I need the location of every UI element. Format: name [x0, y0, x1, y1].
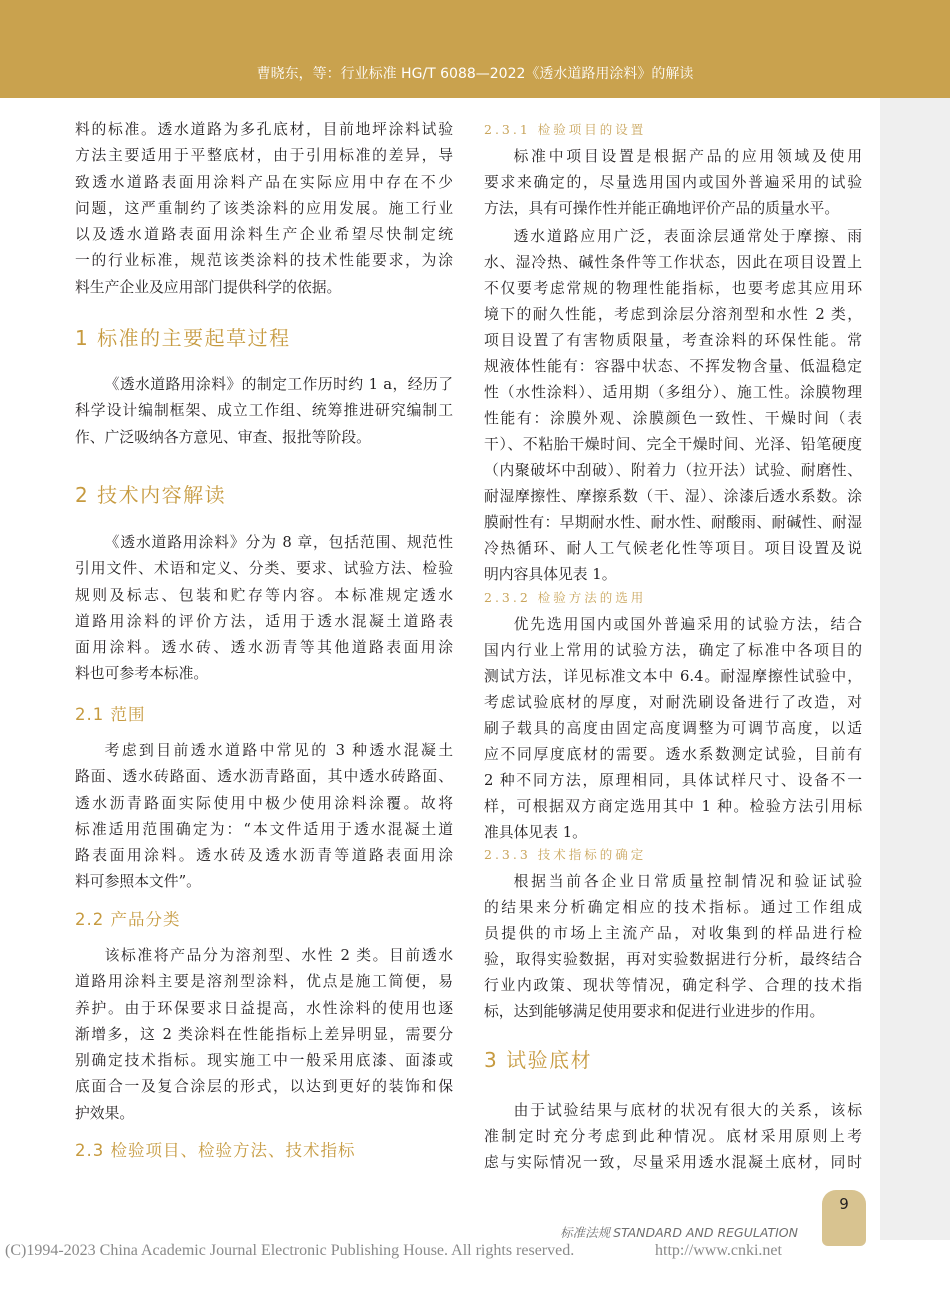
- text-line: 标，达到能够满足使用要求和促进行业进步的作用。: [484, 1003, 825, 1020]
- text-line: 行业内政策、现状等情况，确定科学、合理的技术指: [484, 977, 862, 994]
- text-line: 透水沥青路面实际使用中极少使用涂料涂覆。故将: [75, 794, 453, 812]
- text-line: 准制定时充分考虑到此种情况。底材采用原则上考: [484, 1128, 862, 1145]
- text-line: 验，取得实验数据，再对实验数据进行分析，最终结合: [484, 951, 862, 968]
- text-line: 底面合一及复合涂层的形式，以达到更好的装饰和保: [75, 1078, 453, 1096]
- text-line: 2 种不同方法，原理相同，具体试样尺寸、设备不一: [484, 772, 862, 789]
- text-line: 《透水道路用涂料》的制定工作历时约 1 a，经历了: [104, 376, 453, 393]
- text-line: 性（水性涂料）、适用期（多组分）、施工性。涂膜物理: [484, 384, 862, 401]
- text-line: 别确定技术指标。现实施工中一般采用底漆、面漆或: [75, 1052, 453, 1070]
- subsection-2-3-heading: 2.3 检验项目、检验方法、技术指标: [75, 1141, 356, 1160]
- text-line: 不仅要考虑常规的物理性能指标，也要考虑其应用环: [484, 280, 862, 297]
- margin-strip: [880, 98, 950, 1240]
- text-line: 养护。由于环保要求日益提高，水性涂料的使用也逐: [75, 999, 453, 1017]
- subsubsection-2-3-3-paragraph: [484, 869, 862, 1025]
- text-line: 虑与实际情况一致，尽量采用透水混凝土底材，同时: [484, 1154, 862, 1171]
- text-line: 以及透水道路表面用涂料生产企业希望尽快制定统: [75, 226, 453, 244]
- section-2-paragraph: [75, 530, 453, 688]
- text-line: 路表面用涂料。透水砖及透水沥青等道路表面用涂: [75, 847, 453, 865]
- text-line: 由于试验结果与底材的状况有很大的关系，该标: [513, 1102, 862, 1119]
- text-line: 透水道路应用广泛，表面涂层通常处于摩擦、雨: [513, 228, 862, 245]
- text-line: 性能有：涂膜外观、涂膜颜色一致性、干燥时间（表: [484, 410, 862, 427]
- text-line: 应不同厚度底材的需要。透水系数测定试验，目前有: [484, 746, 862, 763]
- text-line: 科学设计编制框架、成立工作组、统筹推进研究编制工: [75, 402, 453, 420]
- subsubsection-2-3-1-paragraph-1: [484, 144, 862, 222]
- text-line: 标准适用范围确定为：“本文件适用于透水混凝土道: [75, 820, 453, 838]
- text-line: 料也可参考本标准。: [75, 665, 209, 683]
- section-label-zh: 标准法规: [560, 1225, 611, 1240]
- text-line: 员提供的市场上主流产品，对收集到的样品进行检: [484, 925, 862, 942]
- text-line: 项目设置了有害物质限量，考查涂料的环保性能。常: [484, 332, 862, 349]
- text-line: 料的标准。透水道路为多孔底材，目前地坪涂料试验: [75, 121, 453, 138]
- section-label-en: STANDARD AND REGULATION: [613, 1225, 798, 1240]
- page-number-tab: [822, 1190, 866, 1246]
- text-line: 面用涂料。透水砖、透水沥青等其他道路表面用涂: [75, 639, 453, 657]
- section-3-heading: 3 试验底材: [484, 1048, 593, 1072]
- text-line: 膜耐性有：早期耐水性、耐水性、耐酸雨、耐碱性、耐湿: [484, 514, 862, 531]
- text-line: （内聚破坏中刮破）、附着力（拉开法）试验、耐磨性、: [484, 462, 862, 479]
- text-line: 方法，具有可操作性并能正确地评价产品的质量水平。: [484, 200, 840, 217]
- page-number: 9: [839, 1195, 849, 1213]
- text-line: 国内行业上常用的试验方法，确定了标准中各项目的: [484, 642, 862, 659]
- text-line: 道路用涂料的评价方法，适用于透水混凝土道路表: [75, 612, 453, 630]
- subsubsection-2-3-3-heading: 2.3.3 技术指标的确定: [484, 847, 647, 862]
- text-line: 耐湿摩擦性、摩擦系数（干、湿）、涂漆后透水系数。涂: [484, 488, 862, 505]
- subsection-2-2-heading: 2.2 产品分类: [75, 910, 181, 929]
- text-line: 引用文件、术语和定义、分类、要求、试验方法、检验: [75, 560, 453, 578]
- text-line: 干）、不粘胎干燥时间、完全干燥时间、光泽、铅笔硬度: [484, 436, 862, 453]
- section-3-paragraph: [484, 1098, 862, 1176]
- text-line: 水、湿冷热、碱性条件等工作状态，因此在项目设置上: [484, 254, 862, 271]
- cnki-url: http://www.cnki.net: [655, 1242, 782, 1259]
- text-line: 测试方法，详见标准文本中 6.4。耐湿摩擦性试验中，: [484, 668, 862, 685]
- text-line: 明内容具体见表 1。: [484, 566, 617, 583]
- text-line: 考虑到目前透水道路中常见的 3 种透水混凝土: [104, 742, 453, 759]
- text-line: 根据当前各企业日常质量控制情况和验证试验: [513, 873, 862, 890]
- subsubsection-2-3-2-heading: 2.3.2 检验方法的选用: [484, 590, 647, 605]
- left-column: [75, 0, 453, 1290]
- text-line: 作、广泛吸纳各方意见、审查、报批等阶段。: [75, 428, 371, 446]
- text-line: 要求来确定的，尽量选用国内或国外普遍采用的试验: [484, 174, 862, 191]
- subsection-2-1-paragraph: [75, 738, 453, 896]
- section-2-heading: 2 技术内容解读: [75, 483, 227, 507]
- text-line: 该标准将产品分为溶剂型、水性 2 类。目前透水: [104, 947, 453, 964]
- text-line: 护效果。: [75, 1104, 135, 1122]
- text-line: 道路用涂料主要是溶剂型涂料，优点是施工简便，易: [75, 973, 453, 991]
- subsubsection-2-3-1-heading: 2.3.1 检验项目的设置: [484, 122, 647, 137]
- journal-section-label: [520, 1224, 798, 1242]
- text-line: 一的行业标准，规范该类涂料的技术性能要求，为涂: [75, 252, 453, 270]
- subsection-2-2-paragraph: [75, 943, 453, 1127]
- text-line: 《透水道路用涂料》分为 8 章，包括范围、规范性: [104, 534, 453, 551]
- text-line: 规则及标志、包装和贮存等内容。本标准规定透水: [75, 586, 453, 604]
- text-line: 境下的耐久性能，考虑到涂层分溶剂型和水性 2 类，: [484, 306, 862, 323]
- text-line: 问题，这严重制约了该类涂料的应用发展。施工行业: [75, 199, 453, 217]
- copyright-notice: (C)1994-2023 China Academic Journal Electronic Publishing House. All rights reserved.: [5, 1242, 575, 1259]
- text-line: 方法主要适用于平整底材，由于引用标准的差异，导: [75, 147, 453, 165]
- section-1-paragraph: [75, 372, 453, 451]
- text-line: 渐增多，这 2 类涂料在性能指标上差异明显，需要分: [75, 1025, 453, 1043]
- text-line: 刷子载具的高度由固定高度调整为可调节高度，以适: [484, 720, 862, 737]
- intro-paragraph: [75, 117, 453, 301]
- subsection-2-1-heading: 2.1 范围: [75, 705, 146, 724]
- subsubsection-2-3-1-paragraph-2: [484, 224, 862, 588]
- running-title: 曹晓东，等：行业标准 HG/T 6088—2022《透水道路用涂料》的解读: [256, 66, 694, 82]
- text-line: 的结果来分析确定相应的技术指标。通过工作组成: [484, 899, 862, 916]
- text-line: 准具体见表 1。: [484, 824, 587, 841]
- text-line: 冷热循环、耐人工气候老化性等项目。项目设置及说: [484, 540, 862, 557]
- text-line: 标准中项目设置是根据产品的应用领域及使用: [513, 148, 862, 165]
- text-line: 优先选用国内或国外普遍采用的试验方法，结合: [513, 616, 862, 633]
- text-line: 料生产企业及应用部门提供科学的依据。: [75, 278, 342, 296]
- text-line: 样，可根据双方商定选用其中 1 种。检验方法引用标: [484, 798, 862, 815]
- text-line: 料可参照本文件”。: [75, 873, 201, 891]
- right-column: [484, 0, 862, 1290]
- text-line: 规液体性能有：容器中状态、不挥发物含量、低温稳定: [484, 358, 862, 375]
- text-line: 考虑试验底材的厚度，对耐洗刷设备进行了改造，对: [484, 694, 862, 711]
- section-1-heading: 1 标准的主要起草过程: [75, 326, 291, 350]
- subsubsection-2-3-2-paragraph: [484, 612, 862, 846]
- text-line: 路面、透水砖路面、透水沥青路面，其中透水砖路面、: [75, 768, 453, 786]
- text-line: 致透水道路表面用涂料产品在实际应用中存在不少: [75, 173, 453, 191]
